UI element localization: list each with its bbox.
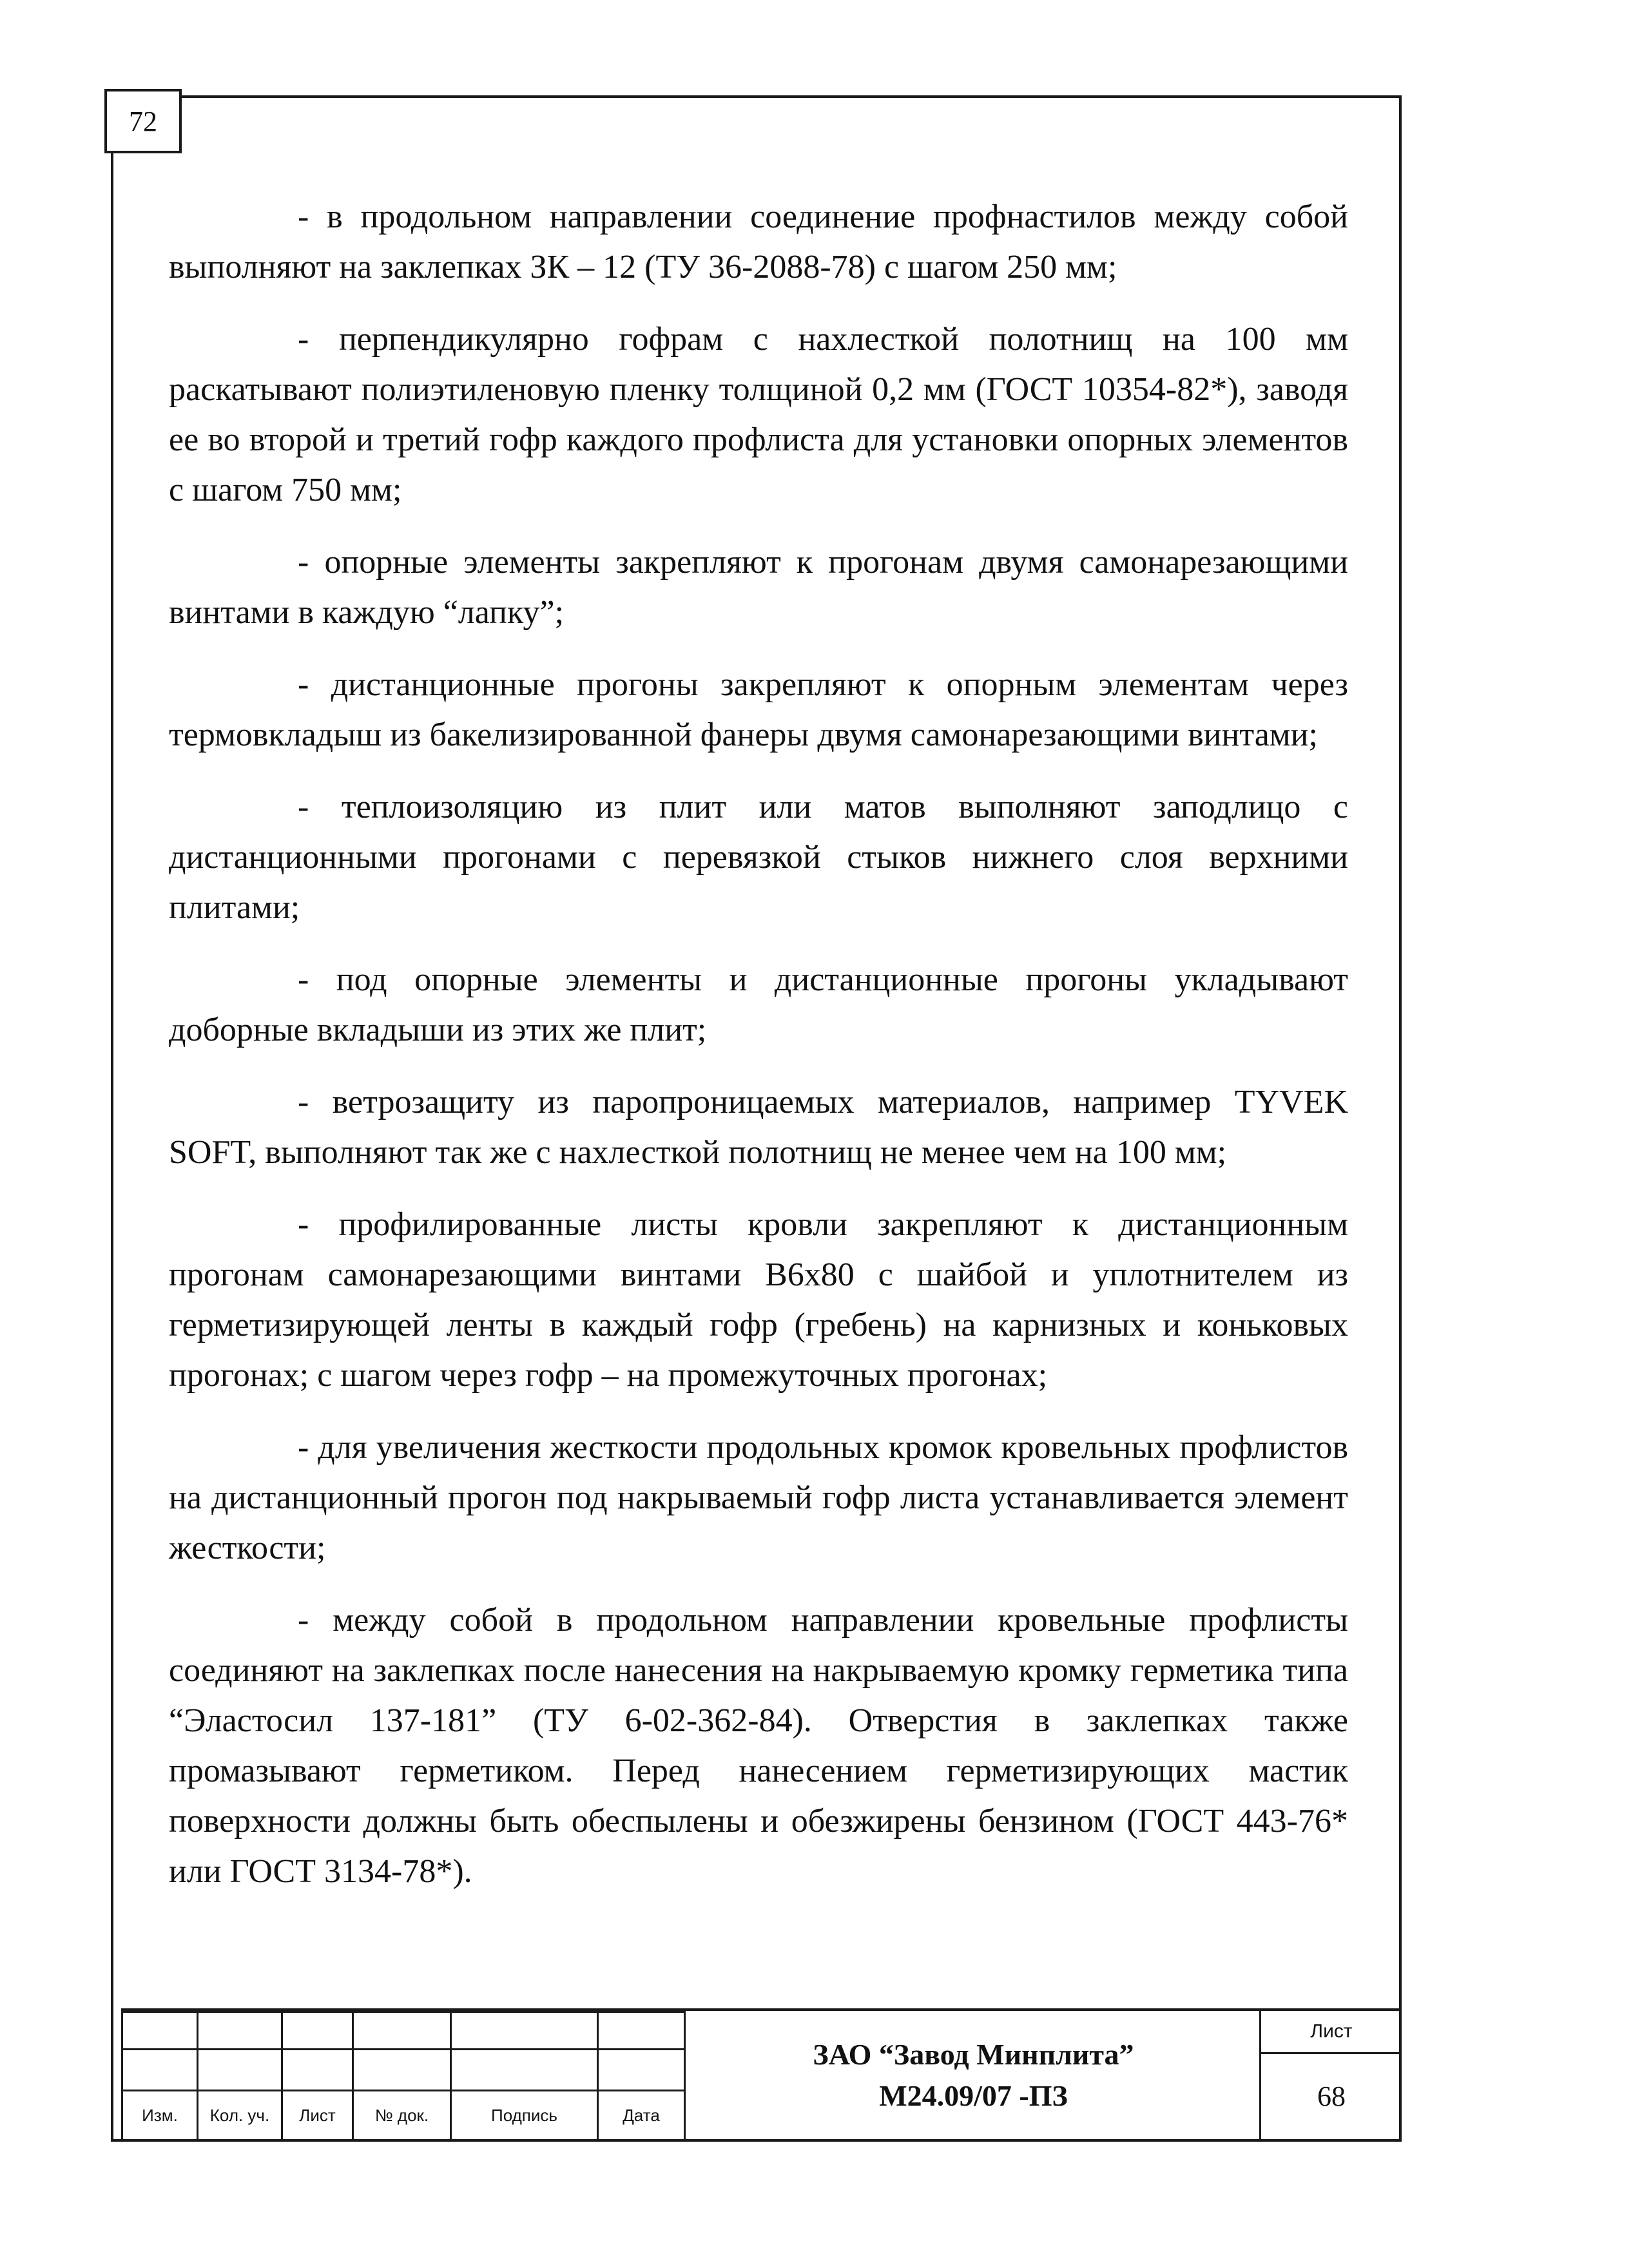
col-header-izm: Изм. (122, 2091, 198, 2141)
sheet-cell (1259, 2011, 1402, 2140)
sheet-number: 68 (1317, 2080, 1346, 2112)
title-block-stamp (121, 2008, 1400, 2140)
page-number: 72 (104, 89, 182, 153)
document-title-cell (684, 2011, 1261, 2140)
paragraph-8: - профилированные листы кровли закрепляют к дистанционным прогонам самонарезающими винтами B6x80 с шайбой и уплотнителем из герметизирующей ленты в каждый гофр (гребень) на карнизных и коньковых прогонах; с шагом через гофр – на промежуточных прогонах; (169, 1206, 1348, 1394)
paragraph-5: - теплоизоляцию из плит или матов выполняют заподлицо с дистанционными прогонами с перевязкой стыков нижнего слоя верхними плитами; (169, 789, 1348, 926)
col-header-list: Лист (282, 2091, 353, 2141)
company-name: ЗАО “Завод Минплита” (813, 2038, 1134, 2071)
document-code: М24.09/07 -ПЗ (879, 2079, 1068, 2112)
paragraph-10: - между собой в продольном направлении кровельные профлисты соединяют на заклепках после нанесения на накрываемую кромку герметика типа “Эластосил 137-181” (ТУ 6-02-362-84). Отверстия в заклепках также промазывают герметиком. Перед нанесением герметизирующих мастик поверхности должны быть обеспылены и обезжирены бензином (ГОСТ 443-76* или ГОСТ 3134-78*). (169, 1602, 1348, 1890)
paragraph-3: - опорные элементы закрепляют к прогонам двумя самонарезающими винтами в каждую “лапку”; (169, 544, 1348, 631)
sheet-label: Лист (1261, 2011, 1402, 2054)
col-header-kol-uch: Кол. уч. (198, 2091, 282, 2141)
col-header-signature: Подпись (451, 2091, 598, 2141)
paragraph-7: - ветрозащиту из паропроницаемых материалов, например TYVEK SOFT, выполняют так же с нахлесткой полотнищ не менее чем на 100 мм; (169, 1084, 1348, 1171)
paragraph-2: - перпендикулярно гофрам с нахлесткой полотнищ на 100 мм раскатывают полиэтиленовую пленку толщиной 0,2 мм (ГОСТ 10354-82*), заводя ее во второй и третий гофр каждого профлиста для установки опорных элементов с шагом 750 мм; (169, 321, 1348, 508)
col-header-doc-no: № док. (353, 2091, 451, 2141)
revision-table (121, 2011, 686, 2142)
paragraph-4: - дистанционные прогоны закрепляют к опорным элементам через термовкладыш из бакелизированной фанеры двумя самонарезающими винтами; (169, 666, 1348, 753)
paragraph-1: - в продольном направлении соединение профнастилов между собой выполняют на заклепках ЗК – 12 (ТУ 36-2088-78) с шагом 250 мм; (169, 198, 1348, 285)
paragraph-6: - под опорные элементы и дистанционные прогоны укладывают доборные вкладыши из этих же плит; (169, 961, 1348, 1048)
document-body (169, 192, 1348, 1919)
paragraph-9: - для увеличения жесткости продольных кромок кровельных профлистов на дистанционный прогон под накрываемый гофр листа устанавливается элемент жесткости; (169, 1429, 1348, 1566)
col-header-date: Дата (598, 2091, 685, 2141)
